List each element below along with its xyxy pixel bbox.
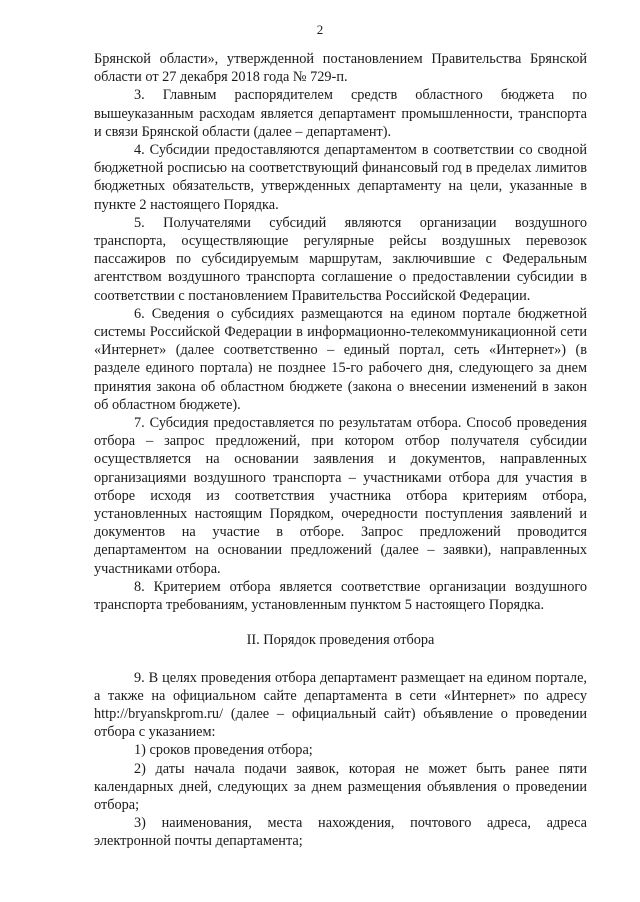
list-item-2: 2) даты начала подачи заявок, которая не может быть ранее пяти календарных дней, следующих за днем размещения объявления о проведении отбора;	[94, 760, 587, 813]
paragraph-5: 5. Получателями субсидий являются организации воздушного транспорта, осуществляющие регулярные рейсы воздушных перевозок пассажиров по субсидируемым маршрутам, заключившие с Федеральным агентством воздушного транспорта соглашение о предоставлении субсидии в соответствии с постановлением Правительства Российской Федерации.	[94, 214, 587, 304]
paragraph-continuation: Брянской области», утвержденной постановлением Правительства Брянской области от 27 декабря 2018 года № 729-п.	[94, 51, 587, 86]
paragraph-3: 3. Главным распорядителем средств областного бюджета по вышеуказанным расходам является департамент промышленности, транспорта и связи Брянской области (далее – департамент).	[94, 87, 587, 140]
paragraph-9: 9. В целях проведения отбора департамент размещает на едином портале, а также на официальном сайте департамента в сети «Интернет» по адресу http://bryanskprom.ru/ (далее – официальный сайт) объявление о проведении отбора с указанием:	[94, 669, 587, 741]
paragraph-7: 7. Субсидия предоставляется по результатам отбора. Способ проведения отбора – запрос предложений, при котором отбор получателя субсидии осуществляется на основании заявления и документов, направленных организациями воздушного транспорта – участниками отбора для участия в отборе исходя из соответствия участника отбора критериям отбора, установленных настоящим Порядком, очередности поступления заявлений и документов на участие в отборе. Запрос предложений проводится департаментом на основании предложений (далее – заявки), направленных участниками отбора.	[94, 415, 587, 577]
list-item-1: 1) сроков проведения отбора;	[134, 742, 313, 759]
paragraph-6: 6. Сведения о субсидиях размещаются на едином портале бюджетной системы Российской Федерации в информационно-телекоммуникационной сети «Интернет» (далее соответственно – единый портал, сеть «Интернет») (в разделе единого портала) не позднее 15-го рабочего дня, следующего за днем принятия закона об областном бюджете (закона о внесении изменений в закон об областном бюджете).	[94, 305, 587, 413]
page-number: 2	[316, 22, 324, 37]
document-body	[94, 50, 587, 851]
paragraph-8: 8. Критерием отбора является соответствие организации воздушного транспорта требованиям, установленным пунктом 5 настоящего Порядка.	[94, 578, 587, 614]
section-heading: II. Порядок проведения отбора	[246, 632, 435, 649]
list-item-3: 3) наименования, места нахождения, почтового адреса, адреса электронной почты департамента;	[94, 815, 587, 850]
paragraph-4: 4. Субсидии предоставляются департаментом в соответствии со сводной бюджетной росписью на соответствующий финансовый год в пределах лимитов бюджетных обязательств, утвержденных департаменту на цели, указанные в пункте 2 настоящего Порядка.	[94, 142, 587, 213]
